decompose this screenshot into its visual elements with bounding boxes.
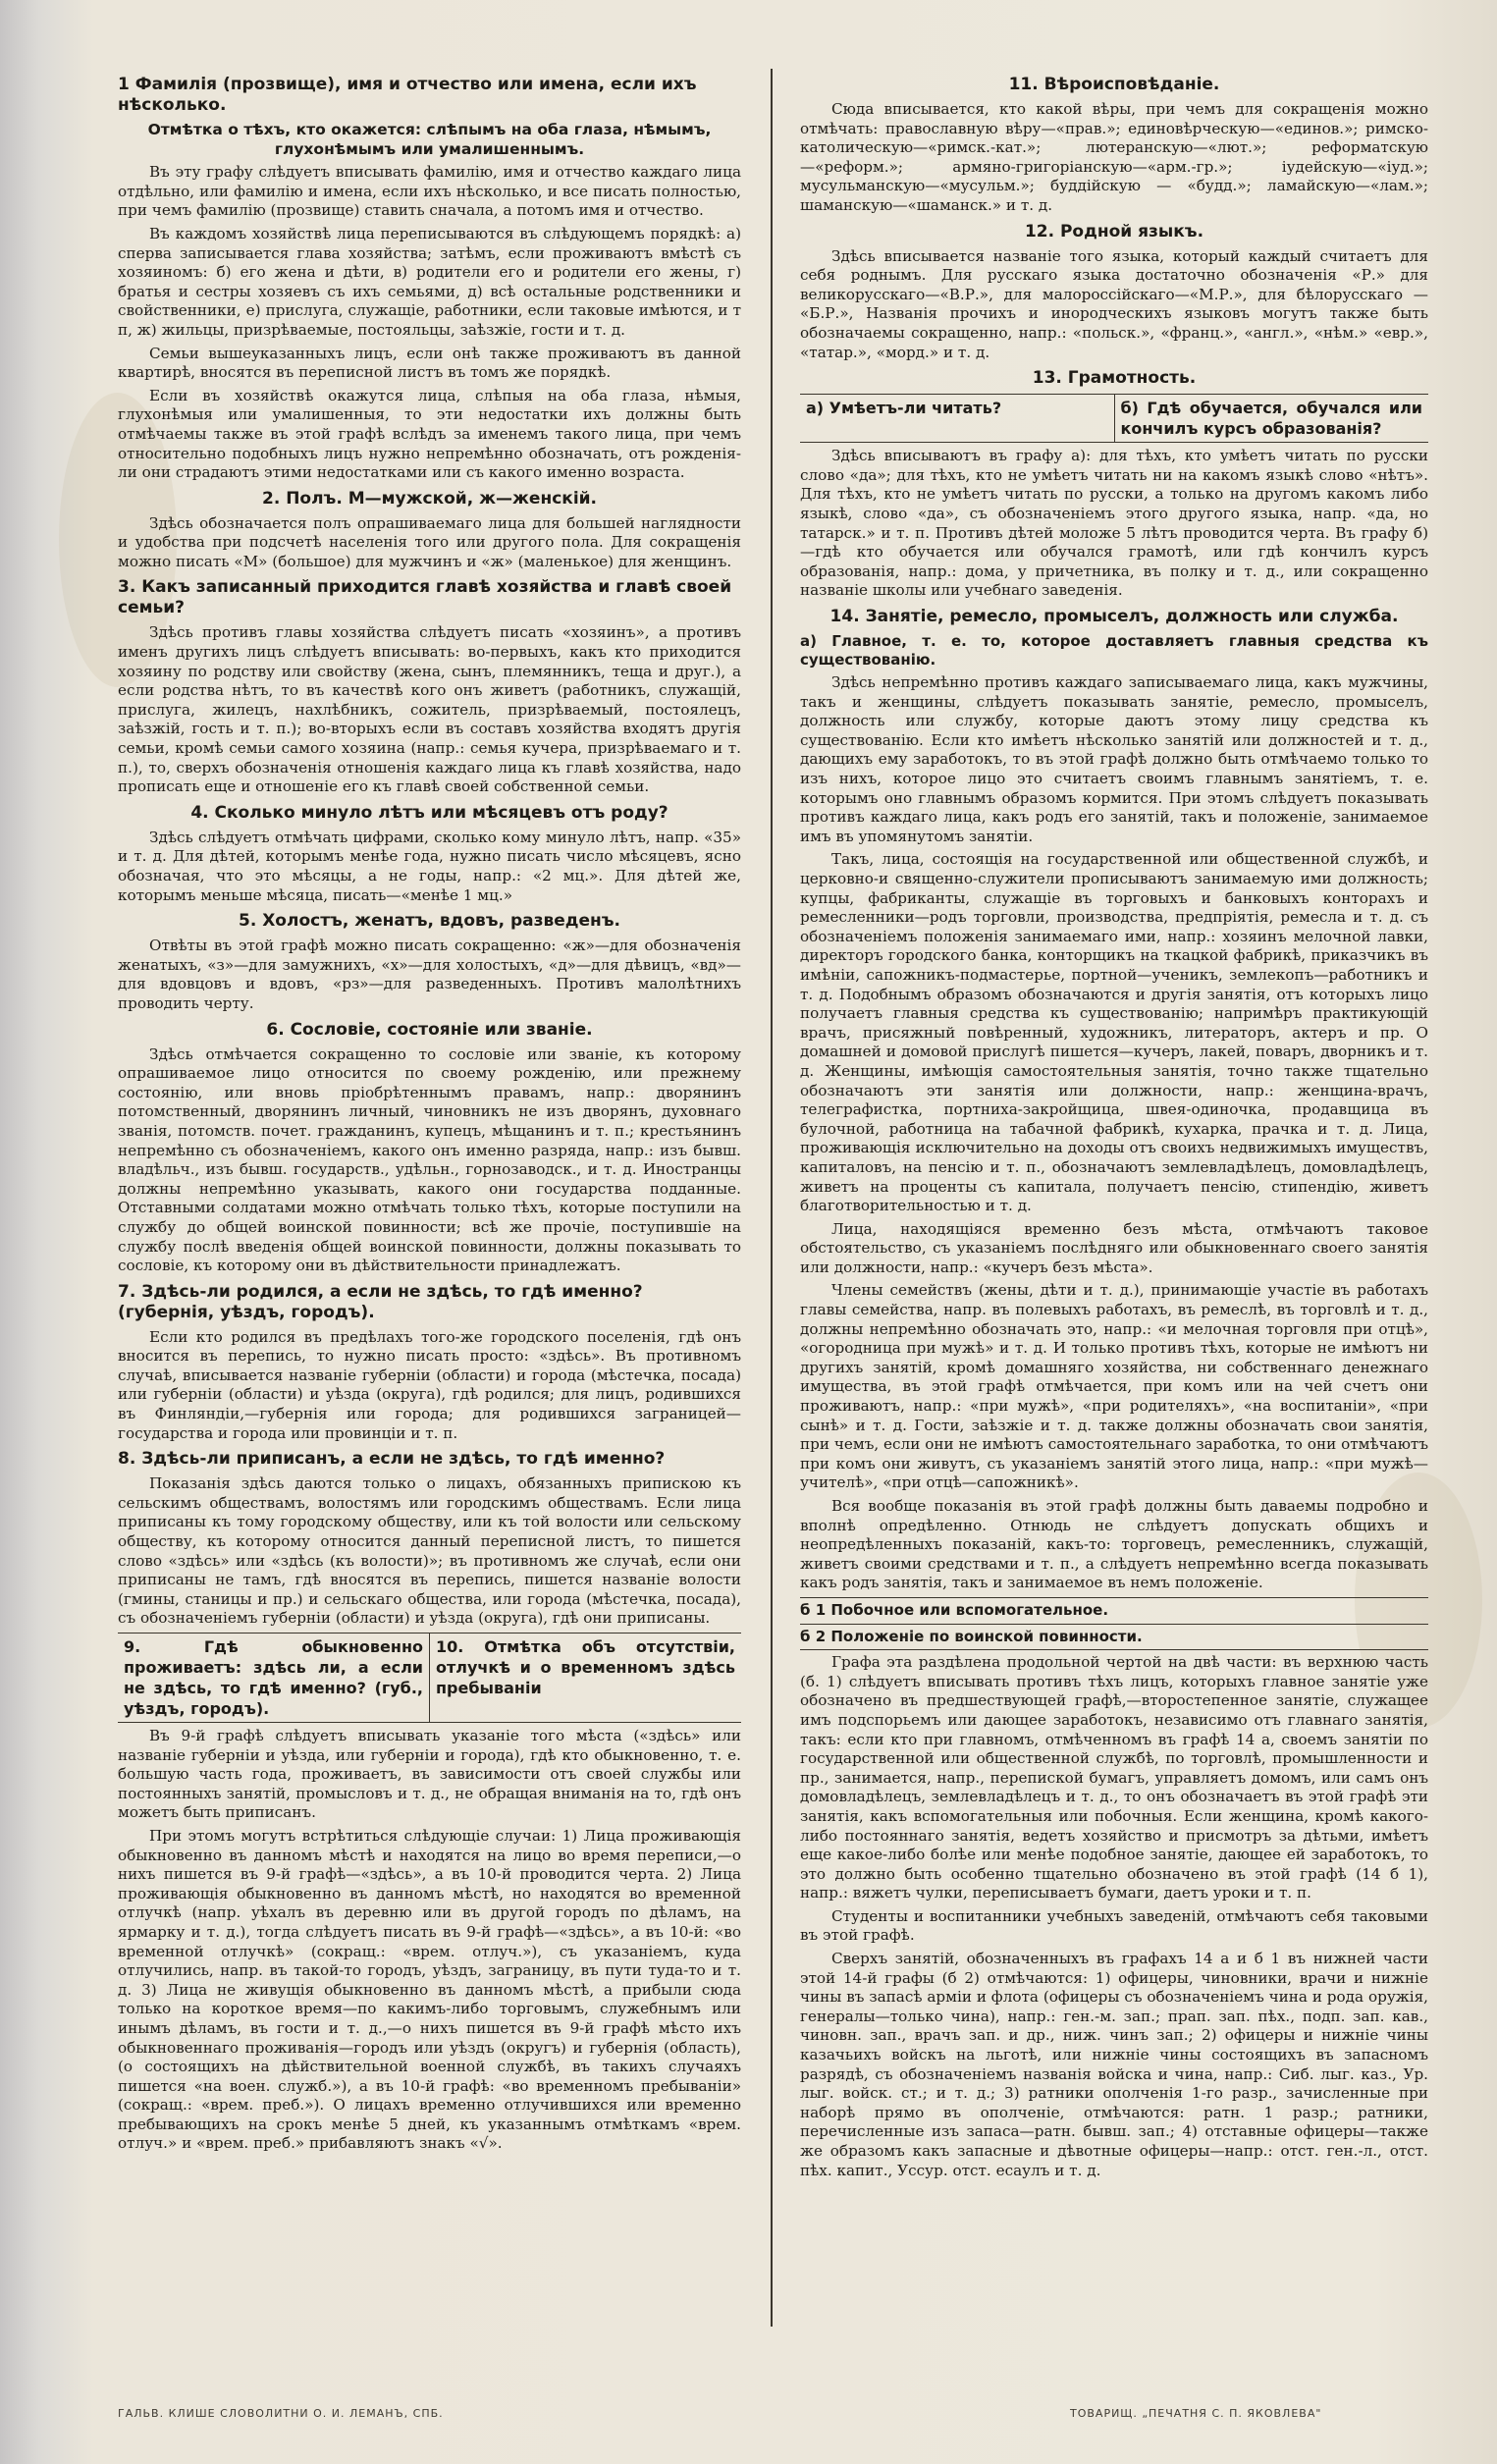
q14-paragraph: Вся вообще показанія въ этой графѣ должны быть даваемы подробно и вполнѣ опредѣленно. Отнюдь не слѣдуетъ допускать общихъ и неопредѣленныхъ показаній, какъ-то: торговецъ, ремесленникъ, служащій, живетъ своими средствами и т. п., а слѣдуетъ непремѣнно всегда показывать какъ родъ занятія, такъ и занимаемое въ немъ положеніе. [800,1497,1428,1592]
q14-paragraph: Студенты и воспитанники учебныхъ заведеній, отмѣчаютъ себя таковыми въ этой графѣ. [800,1906,1428,1945]
q5-paragraph: Отвѣты въ этой графѣ можно писать сокращенно: «ж»—для обозначенія женатыхъ, «з»—для замужнихъ, «х»—для холостыхъ, «д»—для дѣвицъ, «вд»—для вдовцовъ и вдовъ, «рз»—для разведенныхъ. Противъ малолѣтнихъ проводить черту. [118,937,741,1012]
q2-paragraph: Здѣсь обозначается полъ опрашиваемаго лица для большей наглядности и удобства при подсчетѣ населенія того или другого пола. Для сокращенія можно писать «М» (большое) для мужчинъ и «ж» (маленькое) для женщинъ. [118,513,741,570]
q2-heading: 2. Полъ. М—мужской, ж—женскій. [261,488,598,509]
q14b1-subheading: б 1 Побочное или вспомогательное. [800,1600,1109,1619]
q13a-heading: а) Умѣетъ-ли читать? [806,399,1002,418]
printer-credit-left: ГАЛЬВ. КЛИШЕ СЛОВОЛИТНИ О. И. ЛЕМАНЪ, СПБ. [118,2407,444,2420]
printer-credit-right: ТОВАРИЩ. „ПЕЧАТНЯ С. П. ЯКОВЛЕВА" [1070,2407,1322,2420]
section-rule [800,1597,1428,1598]
q14-heading: 14. Занятіе, ремесло, промыселъ, должность или служба. [829,606,1399,626]
q13-subheader [800,394,1428,443]
q5-heading: 5. Холостъ, женатъ, вдовъ, разведенъ. [239,911,620,932]
q1-paragraph: Въ эту графу слѣдуетъ вписывать фамилію, имя и отчество каждаго лица отдѣльно, или фамилію и имена, если ихъ нѣсколько, и все писать полностью, при чемъ фамилію (прозвище) ставить сначала, а потомъ имя и отчество. [118,163,741,220]
section-rule [800,1649,1428,1650]
q14-paragraph: Такъ, лица, состоящія на государственной или общественной службѣ, и церковно-и священно-служители прописываютъ занимаемую ими должность; купцы, фабриканты, служащіе въ торговыхъ и банковыхъ конторахъ и ремесленники—родъ торговли, производства, предпріятія, ремесла и т. д. съ обозначеніемъ положенія занимаемаго ими, напр.: хозяинъ мелочной лавки, директоръ городского банка, конторщикъ на ткацкой фабрикѣ, приказчикъ въ имѣніи, сапожникъ-подмастерье, портной—ученикъ, землекопъ—работникъ и т. д. Подобнымъ образомъ обозначаются и другія занятія, отъ которыхъ лицо получаетъ главныя средства къ существованію; напримѣръ практикующій врачъ, присяжный повѣренный, художникъ, литераторъ, актеръ и пр. О домашней и домовой прислугѣ пишется—кучеръ, лакей, поваръ, дворникъ и т. д. Женщины, имѣющія самостоятельныя занятія, точно также тщательно обозначаютъ эти занятія или должности, напр.: женщина-врачъ, телеграфистка, портниха-закройщица, швея-одиночка, продавщица въ булочной, работница на табачной фабрикѣ, кухарка, прачка и т. д. Лица, проживающія исключительно на доходы отъ своихъ недвижимыхъ имуществъ, капиталовъ, на пенсію и т. п., обозначаютъ землевладѣлецъ, домовладѣлецъ, живетъ на проценты съ капитала, получаетъ пенсію, стипендію, живетъ благотворительностью и т. д. [800,850,1428,1215]
q3-heading: 3. Какъ записанный приходится главѣ хозяйства и главѣ своей семьи? [118,577,732,618]
q4-heading: 4. Сколько минуло лѣтъ или мѣсяцевъ отъ роду? [190,802,668,823]
q14-paragraph: Лица, находящіяся временно безъ мѣста, отмѣчаютъ таковое обстоятельство, съ указаніемъ послѣдняго или обыкновеннаго своего занятія или должности, напр.: «кучеръ безъ мѣста». [800,1219,1428,1276]
q14-paragraph: Члены семействъ (жены, дѣти и т. д.), принимающіе участіе въ работахъ главы семейства, напр. въ полевыхъ работахъ, въ ремеслѣ, въ торговлѣ и т. д., должны непремѣнно обозначать это, напр.: «и мелочная торговля при отцѣ», «огородница при мужѣ» и т. д. И только противъ тѣхъ, которые не имѣютъ ни другихъ занятій, кромѣ домашняго хозяйства, ни собственнаго денежнаго имущества, въ этой графѣ отмѣчается, при комъ или на чей счетъ они проживаютъ, напр.: «при мужѣ», «при родителяхъ», «на воспитаніи», «при сынѣ» и т. д. Гости, заѣзжіе и т. д. также должны обозначать свои занятія, при чемъ, если они не имѣютъ самостоятельнаго заработка, то они отмѣчаютъ при комъ они живутъ, съ указаніемъ занятій этого лица, напр.: «при мужѣ—учителѣ», «при отцѣ—сапожникѣ». [800,1281,1428,1492]
left-column [118,69,741,2158]
q9-q10-header [118,1633,741,1723]
section-rule [800,1624,1428,1625]
q14-paragraph: Графа эта раздѣлена продольной чертой на двѣ части: въ верхнюю часть (б. 1) слѣдуетъ вписывать противъ тѣхъ лицъ, которыхъ главное занятіе уже обозначено въ предшествующей графѣ,—второстепенное занятіе, служащее имъ подспорьемъ или дающее заработокъ, независимо отъ главнаго занятія, такъ: если кто при главномъ, отмѣченномъ въ графѣ 14 а, своемъ занятіи по государственной или общественной службѣ, по торговлѣ, промышленности и пр., занимается, напр., перепиской бумагъ, управляетъ домомъ, или самъ онъ домовладѣлецъ, землевладѣлецъ и т. д., то онъ обозначаетъ въ этой графѣ эти занятія, какъ вспомогательныя или побочныя. Если женщина, кромѣ какого-либо постояннаго занятія, ведетъ хозяйство и присмотръ за дѣтьми, имѣетъ еще какое-либо болѣе или менѣе подобное занятіе, дающее ей заработокъ, то это должно быть особенно тщательно обозначено въ этой графѣ (14 б 1), напр.: вяжетъ чулки, переписываетъ бумаги, даетъ уроки и т. п. [800,1653,1428,1902]
q9-paragraph: При этомъ могутъ встрѣтиться слѣдующіе случаи: 1) Лица проживающія обыкновенно въ данномъ мѣстѣ и находятся на лицо во время переписи,—о нихъ пишется въ 9-й графѣ—«здѣсь», а въ 10-й проводится черта. 2) Лица проживающія обыкновенно въ данномъ мѣстѣ, но находятся во временной отлучкѣ (напр. уѣхалъ въ деревню или въ другой городъ по дѣламъ, на ярмарку и т. д.), тогда слѣдуетъ писать въ 9-й графѣ—«здѣсь», а въ 10-й: «во временной отлучкѣ» (сокращ.: «врем. отлуч.»), съ указаніемъ, куда отлучились, напр. въ такой-то городъ, уѣздъ, заграницу, въ пути туда-то и т. д. 3) Лица не живущія обыкновенно въ данномъ мѣстѣ, а прибыли сюда только на короткое время—по какимъ-либо торговымъ, служебнымъ или инымъ дѣламъ, въ гости и т. д.,—о нихъ пишется въ 9-й графѣ мѣсто ихъ обыкновеннаго проживанія—городъ или уѣздъ (округъ) и губернія (область), (о состоящихъ на дѣйствительной военной службѣ, въ такихъ случаяхъ пишется «на воен. служб.»), а въ 10-й графѣ: «во временномъ пребываніи» (сокращ.: «врем. преб.»). О лицахъ временно отлучившихся или временно пребывающихъ на срокъ менѣе 5 дней, къ указаннымъ отмѣткамъ «врем. отлуч.» и «врем. преб.» прибавляютъ знакъ «√». [118,1826,741,2153]
q7-paragraph: Если кто родился въ предѣлахъ того-же городского поселенія, гдѣ онъ вносится въ перепись, то нужно писать просто: «здѣсь». Въ противномъ случаѣ, вписывается названіе губерніи (области) и города (мѣстечка, посада) или губерніи (области) и уѣзда (округа), гдѣ родился; для лицъ, родившихся въ Финляндіи,—губернія или города; для родившихся заграницей—государства и города или провинціи и т. п. [118,1327,741,1442]
q1-paragraph: Въ каждомъ хозяйствѣ лица переписываются въ слѣдующемъ порядкѣ: а) сперва записывается глава хозяйства; затѣмъ, если проживаютъ вмѣстѣ съ хозяиномъ: б) его жена и дѣти, в) родители его и родители его жены, г) братья и сестры хозяевъ съ ихъ семьями, д) всѣ остальные родственники и свойственники, е) прислуга, служащіе, работники, если таковые имѣются, и т п, ж) жильцы, призрѣваемые, постояльцы, заѣзжіе, гости и т. д. [118,224,741,339]
q9-heading: 9. Гдѣ обыкновенно проживаетъ: здѣсь ли, а если не здѣсь, то гдѣ именно? (губ., уѣздъ, городъ). [124,1637,423,1718]
q9-paragraph: Въ 9-й графѣ слѣдуетъ вписывать указаніе того мѣста («здѣсь» или названіе губерніи и уѣзда, или губерніи и города), гдѣ кто обыкновенно, т. е. большую часть года, проживаетъ, въ зависимости отъ своей службы или постоянныхъ занятій, промысловъ и т. д., не обращая вниманія на то, гдѣ онъ можетъ быть приписанъ. [118,1727,741,1822]
q6-heading: 6. Сословіе, состояніе или званіе. [266,1019,593,1040]
q13b-heading: б) Гдѣ обучается, обучался или кончилъ курсъ образованія? [1114,395,1429,442]
q14b2-subheading: б 2 Положеніе по воинской повинности. [800,1627,1143,1645]
q4-paragraph: Здѣсь слѣдуетъ отмѣчать цифрами, сколько кому минуло лѣтъ, напр. «35» и т. д. Для дѣтей, которымъ менѣе года, нужно писать число мѣсяцевъ, ясно обозначая, что это мѣсяцы, а не годы, напр.: «2 мц.». Для дѣтей же, которымъ меньше мѣсяца, писать—«менѣе 1 мц.» [118,828,741,904]
q11-heading: 11. Вѣроисповѣданіе. [1008,75,1220,94]
q1-paragraph: Семьи вышеуказанныхъ лицъ, если онѣ также проживаютъ въ данной квартирѣ, вносятся въ переписной листъ въ томъ же порядкѣ. [118,344,741,382]
q14a-subheading: а) Главное, т. е. то, которое доставляетъ главныя средства къ существованію. [800,631,1428,670]
q1-paragraph: Если въ хозяйствѣ окажутся лица, слѣпыя на оба глаза, нѣмыя, глухонѣмыя или умалишенныя, то эти недостатки ихъ должны быть отмѣчаемы также въ этой графѣ вслѣдъ за именемъ такого лица, при чемъ относительно подобныхъ лицъ нужно непремѣнно обозначать, отъ рожденія-ли они страдаютъ этими недостатками или съ какого именно возраста. [118,386,741,482]
q12-heading: 12. Родной языкъ. [1024,221,1204,241]
q3-paragraph: Здѣсь противъ главы хозяйства слѣдуетъ писать «хозяинъ», а противъ именъ другихъ лицъ слѣдуетъ вписывать: во-первыхъ, какъ кто приходится хозяину по родству или свойству (жена, сынъ, племянникъ, теща и друг.), а если родства нѣтъ, то въ качествѣ кого онъ живетъ (работникъ, служащій, прислуга, жилецъ, нахлѣбникъ, сожитель, призрѣваемый, постоялецъ, заѣзжій, гость и т. п.); во-вторыхъ если въ составъ хозяйства входятъ другія семьи, кромѣ семьи самого хозяина (напр.: семья кучера, призрѣваемаго и т. п.), то, сверхъ обозначенія отношенія каждаго лица къ главѣ хозяйства, надо прописать еще и отношеніе его къ главѣ своей собственной семьи. [118,623,741,796]
q14-paragraph: Сверхъ занятій, обозначенныхъ въ графахъ 14 а и б 1 въ нижней части этой 14-й графы (б 2) отмѣчаются: 1) офицеры, чиновники, врачи и нижніе чины въ запасѣ арміи и флота (офицеры съ обозначеніемъ чина и рода оружія, генералы—только чина), напр.: ген.-м. зап.; прап. зап. пѣх., подп. зап. кав., чиновн. зап., врачъ зап. и др., ниж. чинъ зап.; 2) офицеры и нижніе чины казачьихъ войскъ на льготѣ, или нижніе чины состоящихъ въ запасномъ разрядѣ, съ обозначеніемъ названія войска и чина, напр.: Сиб. лыг. каз., Ур. лыг. войск. ст.; и т. д.; 3) ратники ополченія 1-го разр., зачисленные при наборѣ прямо въ ополченіе, отмѣчаются: ратн. 1 разр.; ратники, перечисленные изъ запаса—ратн. бывш. зап.; 4) отставные офицеры—также же образомъ какъ запасные и дѣвотные офицеры—напр.: отст. ген.-л., отст. пѣх. капит., Уссур. отст. есаулъ и т. д. [800,1950,1428,2179]
q1-heading: 1 Фамилія (прозвище), имя и отчество или имена, если ихъ нѣсколько. [118,75,697,115]
q11-paragraph: Сюда вписывается, кто какой вѣры, при чемъ для сокращенія можно отмѣчать: православную вѣру—«прав.»; единовѣрческую—«единов.»; римско-католическую—«римск.-кат.»; лютеранскую—«лют.»; реформатскую—«реформ.»; армяно-григоріанскую—«арм.-гр.»; іудейскую—«іуд.»; мусульманскую—«мусульм.»; буддійскую — «будд.»; ламайскую—«лам.»; шаманскую—«шаманск.» и т. д. [800,100,1428,214]
q7-heading: 7. Здѣсь-ли родился, а если не здѣсь, то гдѣ именно? (губернія, уѣздъ, городъ). [118,1281,643,1322]
q12-paragraph: Здѣсь вписывается названіе того языка, который каждый считаетъ для себя роднымъ. Для русскаго языка достаточно обозначенія «Р.» для великорусскаго—«В.Р.», для малороссійскаго—«М.Р.», для бѣлорусскаго — «Б.Р.», Названія прочихъ и инородческихъ языковъ могутъ также быть обозначаемы сокращенно, напр.: «польск.», «франц.», «англ.», «нѣм.» «евр.», «татар.», «морд.» и т. д. [800,246,1428,361]
right-column [800,69,1428,2184]
q13-heading: 13. Грамотность. [1032,368,1197,389]
q13-paragraph: Здѣсь вписываютъ въ графу а): для тѣхъ, кто умѣетъ читать по русски слово «да»; для тѣхъ, кто не умѣетъ читать ни на какомъ языкѣ слово «нѣтъ». Для тѣхъ, кто не умѣетъ читать по русски, а только на другомъ какомъ либо языкѣ, слово «да», съ обозначеніемъ этого другого языка, напр. «да, но татарск.» и т. п. Противъ дѣтей моложе 5 лѣтъ проводится черта. Въ графу б)—гдѣ кто обучается или обучался грамотѣ, или гдѣ кончилъ курсъ образованія, напр.: дома, у причетника, въ полку и т. д., или сокращенно названіе школы или учебнаго заведенія. [800,447,1428,600]
q6-paragraph: Здѣсь отмѣчается сокращенно то сословіе или званіе, къ которому опрашиваемое лицо относится по своему рожденію, или прежнему состоянію, или вновь пріобрѣтеннымъ правамъ, напр.: дворянинъ потомственный, дворянинъ личный, чиновникъ не изъ дворянъ, духовнаго званія, потомств. почет. гражданинъ, купецъ, мѣщанинъ и т. п.; крестьянинъ непремѣнно съ обозначеніемъ, какого онъ именно разряда, напр.: изъ бывш. владѣльч., изъ бывш. государств., удѣльн., горнозаводск., и т. д. Иностранцы должны непремѣнно указывать, какого они государства подданные. Отставными солдатами можно отмѣчать только тѣхъ, которые поступили на службу до общей воинской повинности; всѣ же прочіе, поступившіе на службу послѣ введенія общей воинской повинности, должны показывать то сословіе, къ которому они въ дѣйствительности принадлежатъ. [118,1045,741,1275]
q8-heading: 8. Здѣсь-ли приписанъ, а если не здѣсь, то гдѣ именно? [118,1449,666,1470]
q10-heading: 10. Отмѣтка объ отсутствіи, отлучкѣ и о временномъ здѣсь пребываніи [429,1634,741,1722]
q8-paragraph: Показанія здѣсь даются только о лицахъ, обязанныхъ припискою къ сельскимъ обществамъ, волостямъ или городскимъ обществамъ. Если лица приписаны къ тому городскому обществу, или къ той волости или сельскому обществу, къ которому относится данный переписной листъ, то пишется слово «здѣсь» или «здѣсь (къ волости)»; въ противномъ же случаѣ, если они приписаны не тамъ, гдѣ вносятся въ перепись, пишется названіе волости (гмины, станицы и пр.) и сельскаго общества, или города (мѣстечка, посада), съ обозначеніемъ губерніи (области) и уѣзда (округа), гдѣ они приписаны. [118,1474,741,1628]
q14-paragraph: Здѣсь непремѣнно противъ каждаго записываемаго лица, какъ мужчины, такъ и женщины, слѣдуетъ показывать занятіе, ремесло, промыселъ, должность или службу, которые даютъ этому лицу средства къ существованію. Если кто имѣетъ нѣсколько занятій или должностей и т. д., дающихъ ему заработокъ, то въ этой графѣ должно быть отмѣчаемо только то изъ нихъ, которое лицо это считаетъ своимъ главнымъ занятіемъ, т. е. которымъ оно главнымъ образомъ кормится. При этомъ слѣдуетъ показывать противъ каждаго лица, какъ родъ его занятій, такъ и положеніе, занимаемое имъ въ упомянутомъ занятіи. [800,673,1428,845]
q1-note: Отмѣтка о тѣхъ, кто окажется: слѣпымъ на оба глаза, нѣмымъ, глухонѣмымъ или умалишеннымъ. [147,121,712,158]
column-divider [771,69,773,2327]
